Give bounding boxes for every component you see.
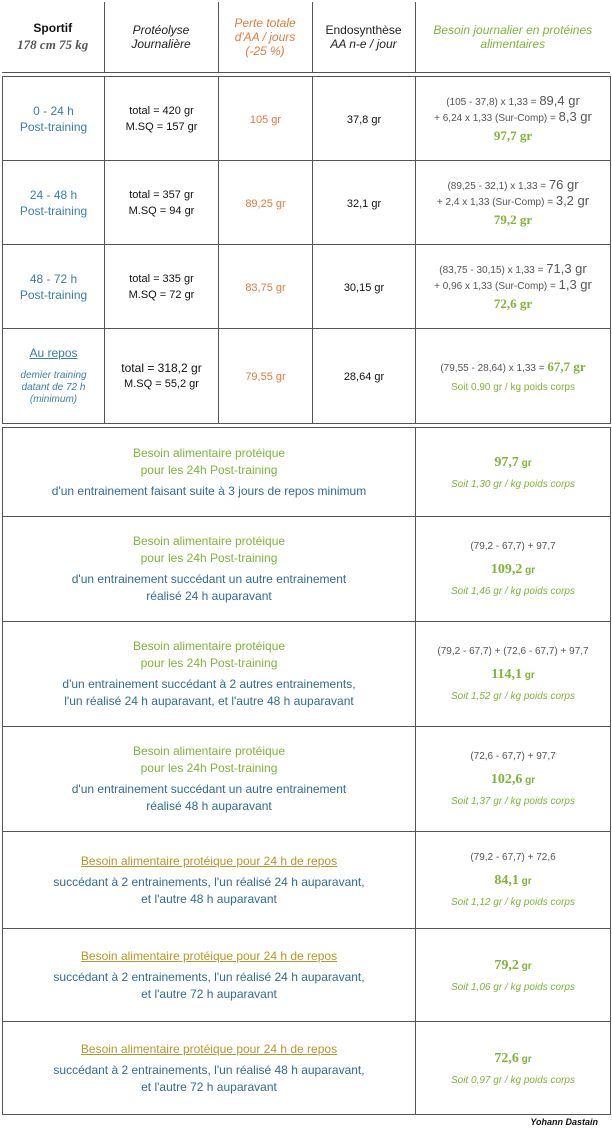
formula-line-2: + 0,96 x 1,33 (Sur-Comp) = 1,3 gr	[434, 276, 592, 292]
period-cell	[3, 161, 105, 245]
header-endo-line1: Endosynthèse	[325, 23, 402, 37]
need-value-cell	[416, 517, 611, 622]
header-sportif-title: Sportif	[33, 21, 73, 35]
header-endosynthese	[312, 2, 415, 73]
formula-line-1: (79,55 - 28,64) x 1,33 = 67,7 gr	[440, 358, 586, 374]
table-row	[3, 428, 611, 517]
need-value: 109,2 gr	[490, 562, 536, 577]
besoin-result: 79,2 gr	[493, 211, 533, 227]
besoin-cell	[416, 245, 611, 329]
need-per-kg: Soit 1,12 gr / kg poids corps	[451, 897, 575, 908]
need-value: 84,1 gr	[494, 873, 532, 888]
proteolyse-msq: M.SQ = 55,2 gr	[124, 378, 199, 390]
table-row-rest	[3, 329, 611, 424]
proteolyse-msq: M.SQ = 72 gr	[128, 288, 195, 301]
need-value-cell	[416, 727, 611, 832]
header-sportif-stats: 178 cm 75 kg	[17, 37, 89, 52]
period-rest-note: demier training datant de 72 h (minimum)	[20, 370, 87, 405]
need-value: 102,6 gr	[490, 772, 536, 787]
besoin-cell	[416, 161, 611, 245]
need-description: d'un entrainement faisant suite à 3 jours de repos minimum	[51, 483, 367, 498]
proteolyse-cell	[105, 329, 219, 424]
proteolyse-total: total = 318,2 gr	[121, 361, 202, 375]
endo-cell	[313, 329, 416, 424]
perte-cell	[219, 245, 313, 329]
need-description-cell	[3, 1022, 416, 1115]
header-proteolyse-line2: Journalière	[131, 37, 191, 51]
need-per-kg: Soit 1,52 gr / kg poids corps	[451, 691, 575, 702]
need-description: succédant à 2 entrainements, l'un réalisé 24 h auparavant, et l'autre 48 h auparavant	[53, 874, 365, 906]
period-sublabel: Post-training	[19, 119, 88, 134]
formula-line-2: + 6,24 x 1,33 (Sur-Comp) = 8,3 gr	[434, 108, 592, 124]
need-description-cell	[3, 517, 416, 622]
formula-line-1: (83,75 - 30,15) x 1,33 = 71,3 gr	[439, 260, 587, 276]
header-endo-line2: AA n-e / jour	[330, 37, 397, 51]
perte-cell	[219, 161, 313, 245]
need-value: 114,1 gr	[491, 667, 535, 682]
need-description-cell	[3, 428, 416, 517]
endo-cell	[313, 161, 416, 245]
formula-line-1: (89,25 - 32,1) x 1,33 = 76 gr	[447, 176, 579, 192]
table-row	[3, 245, 611, 329]
besoin-cell	[416, 77, 611, 161]
endo-value: 30,15 gr	[343, 281, 385, 294]
endo-value: 32,1 gr	[346, 197, 382, 210]
header-row	[2, 2, 610, 73]
need-description: succédant à 2 entrainements, l'un réalisé 24 h auparavant, et l'autre 72 h auparavant	[53, 969, 365, 1001]
proteolyse-cell	[105, 161, 219, 245]
endo-cell	[313, 245, 416, 329]
proteolyse-total: total = 357 gr	[129, 188, 194, 201]
need-value-cell	[416, 832, 611, 929]
header-perte-line2: d'AA / jours	[234, 30, 296, 44]
header-besoin-line1: Besoin journalier en protéines	[433, 23, 593, 37]
need-title: Besoin alimentaire protéique pour 24 h de repos	[80, 948, 338, 963]
need-per-kg: Soit 0,97 gr / kg poids corps	[451, 1074, 575, 1086]
period-cell	[3, 245, 105, 329]
endo-value: 37,8 gr	[346, 113, 382, 126]
need-title: Besoin alimentaire protéique	[132, 744, 286, 758]
period-cell	[3, 329, 105, 424]
need-description-cell	[3, 622, 416, 727]
need-value-cell	[416, 622, 611, 727]
formula-line-2: + 2,4 x 1,33 (Sur-Comp) = 3,2 gr	[436, 192, 590, 208]
endo-value: 28,64 gr	[343, 371, 385, 383]
formula-line-1: (105 - 37,8) x 1,33 = 89,4 gr	[446, 92, 580, 108]
post-training-table	[2, 76, 611, 424]
need-title: pour les 24h Post-training	[140, 551, 278, 565]
header-proteolyse-line1: Protéolyse	[132, 23, 190, 37]
header-perte	[218, 2, 312, 73]
need-description: succédant à 2 entrainements, l'un réalisé 48 h auparavant, et l'autre 72 h auparavant	[53, 1062, 365, 1094]
need-per-kg: Soit 1,37 gr / kg poids corps	[451, 796, 575, 807]
proteolyse-total: total = 420 gr	[129, 104, 194, 117]
need-title: Besoin alimentaire protéique	[132, 534, 286, 548]
table-row	[3, 77, 611, 161]
perte-cell	[219, 77, 313, 161]
need-description: d'un entrainement succédant à 2 autres entrainements, l'un réalisé 24 h auparavant, et l'autre 48 h auparavant	[62, 677, 356, 708]
author-signature: Yohann Dastain	[530, 1117, 598, 1127]
table-row	[3, 727, 611, 832]
perte-value: 89,25 gr	[245, 197, 286, 210]
period-sublabel: Post-training	[19, 287, 88, 302]
period-label: 48 - 72 h	[29, 271, 78, 286]
period-sublabel: Post-training	[19, 203, 88, 218]
table-row	[3, 517, 611, 622]
header-proteolyse	[104, 2, 218, 73]
need-formula: (72,6 - 67,7) + 97,7	[470, 751, 556, 762]
need-description: d'un entrainement succédant un autre entrainement réalisé 24 h auparavant	[71, 572, 347, 603]
header-perte-line1: Perte totale	[234, 16, 296, 30]
need-title: Besoin alimentaire protéique pour 24 h de repos	[80, 853, 338, 868]
need-value-cell	[416, 929, 611, 1022]
need-title: pour les 24h Post-training	[140, 761, 278, 775]
need-title: pour les 24h Post-training	[140, 462, 278, 477]
perte-value: 83,75 gr	[245, 281, 286, 294]
need-value-cell	[416, 1022, 611, 1115]
period-cell	[3, 77, 105, 161]
table-row	[3, 622, 611, 727]
table-row	[3, 832, 611, 929]
need-per-kg: Soit 1,06 gr / kg poids corps	[451, 981, 575, 993]
need-description-cell	[3, 929, 416, 1022]
need-value-cell	[416, 428, 611, 517]
soit-text: Soit 0,90 gr / kg poids corps	[451, 381, 575, 393]
besoin-result: 72,6 gr	[493, 295, 533, 311]
table-row	[3, 161, 611, 245]
need-value: 79,2 gr	[494, 957, 532, 973]
need-title: Besoin alimentaire protéique	[132, 445, 286, 460]
table-row	[3, 1022, 611, 1115]
need-formula: (79,2 - 67,7) + 72,6	[470, 852, 556, 863]
need-title: Besoin alimentaire protéique pour 24 h de repos	[80, 1041, 338, 1056]
besoin-cell	[416, 329, 611, 424]
need-description: d'un entrainement succédant un autre entrainement réalisé 48 h auparavant	[71, 782, 347, 813]
proteolyse-cell	[105, 245, 219, 329]
proteolyse-cell	[105, 77, 219, 161]
perte-value: 105 gr	[249, 113, 282, 126]
header-besoin-line2: alimentaires	[480, 37, 546, 51]
need-title: pour les 24h Post-training	[140, 656, 278, 670]
proteolyse-msq: M.SQ = 94 gr	[128, 204, 195, 217]
need-per-kg: Soit 1,30 gr / kg poids corps	[451, 478, 575, 490]
need-value: 97,7 gr	[494, 454, 532, 470]
period-rest-label: Au repos	[29, 346, 78, 360]
header-table	[2, 2, 610, 73]
need-description-cell	[3, 832, 416, 929]
period-label: 24 - 48 h	[29, 187, 78, 202]
proteolyse-msq: M.SQ = 157 gr	[125, 120, 198, 133]
besoin-result: 97,7 gr	[493, 127, 533, 143]
perte-cell	[219, 329, 313, 424]
need-title: Besoin alimentaire protéique	[132, 639, 286, 653]
header-perte-line3: (-25 %)	[245, 44, 285, 58]
header-sportif	[2, 2, 104, 73]
need-value: 72,6 gr	[494, 1050, 532, 1066]
daily-need-table	[2, 427, 611, 1115]
proteolyse-total: total = 335 gr	[129, 272, 194, 285]
perte-value: 79,55 gr	[245, 371, 286, 383]
need-description-cell	[3, 727, 416, 832]
need-formula: (79,2 - 67,7) + (72,6 - 67,7) + 97,7	[437, 646, 589, 657]
header-besoin	[415, 2, 610, 73]
period-label: 0 - 24 h	[33, 103, 74, 118]
table-row	[3, 929, 611, 1022]
need-formula: (79,2 - 67,7) + 97,7	[470, 541, 556, 552]
need-per-kg: Soit 1,46 gr / kg poids corps	[451, 586, 575, 597]
endo-cell	[313, 77, 416, 161]
